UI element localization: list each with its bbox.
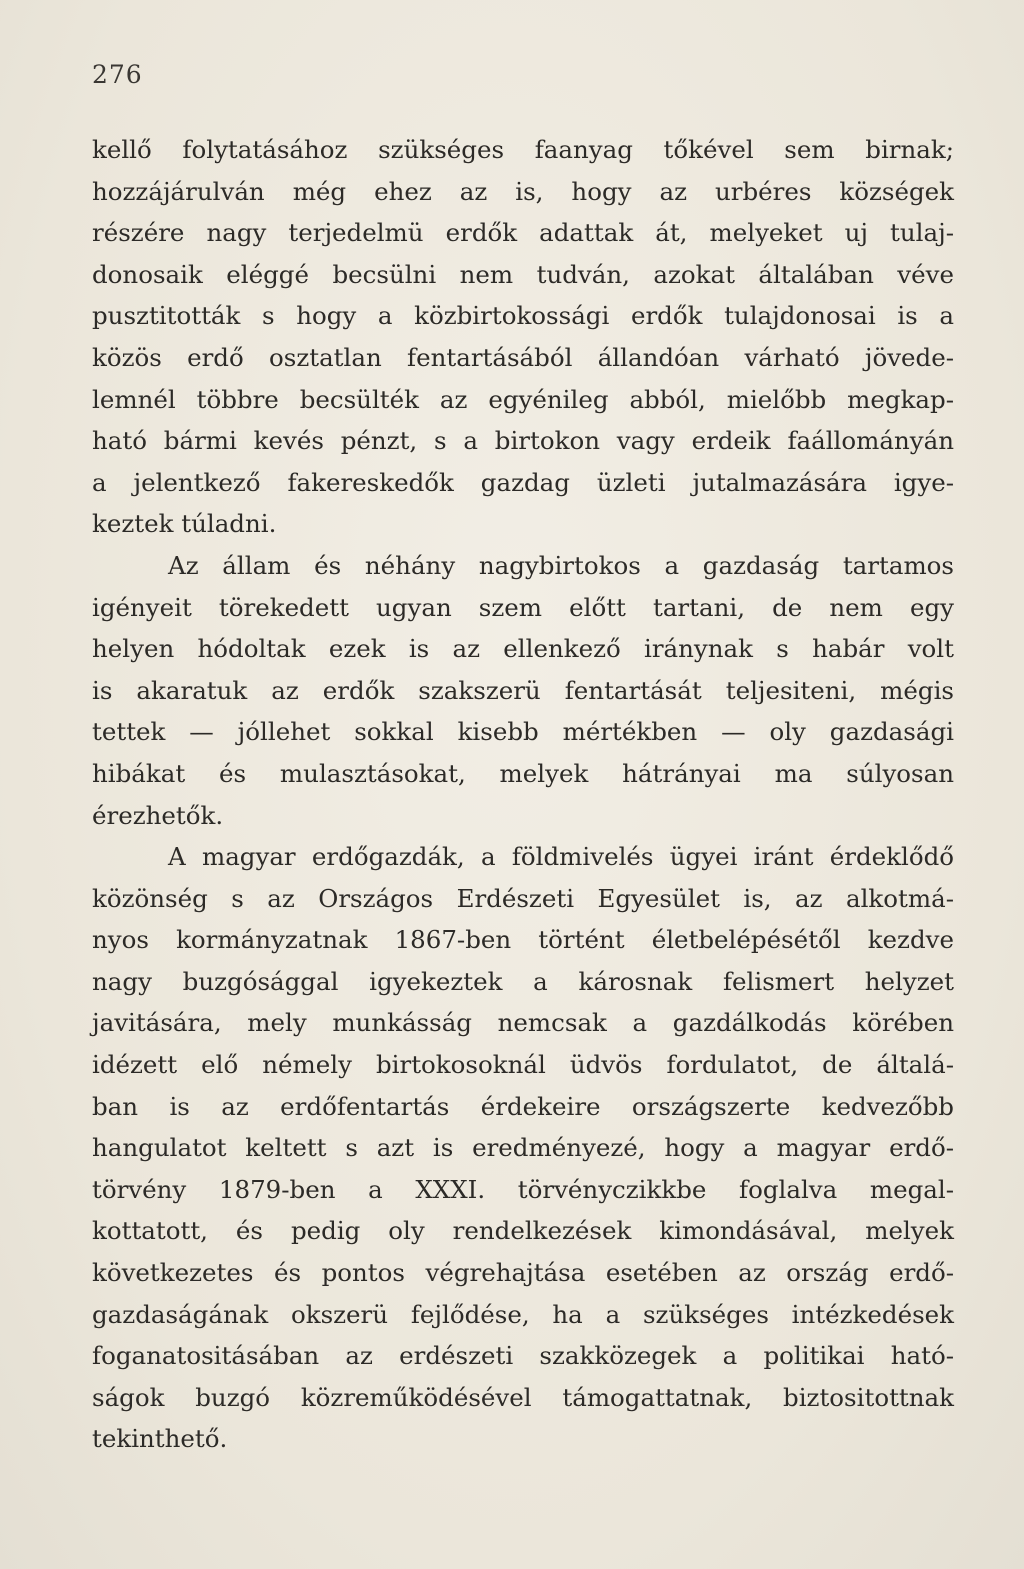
text-line: lemnél többre becsülték az egyénileg abból, mielőbb megkap- [92, 384, 954, 414]
text-line: igényeit törekedett ugyan szem előtt tartani, de nem egy [92, 592, 954, 622]
text-line: donosaik eléggé becsülni nem tudván, azokat általában véve [92, 259, 954, 289]
text-line: hibákat és mulasztásokat, melyek hátrányai ma súlyosan [92, 758, 954, 788]
text-line: nagy buzgósággal igyekeztek a károsnak felismert helyzet [92, 966, 954, 996]
text-line: pusztitották s hogy a közbirtokossági erdők tulajdonosai is a [92, 301, 954, 331]
text-line: közönség s az Országos Erdészeti Egyesület is, az alkotmá- [92, 883, 954, 913]
text-line: következetes és pontos végrehajtása esetében az ország erdő- [92, 1258, 954, 1288]
text-line: is akaratuk az erdők szakszerü fentartását teljesiteni, mégis [92, 675, 954, 705]
text-line: Az állam és néhány nagybirtokos a gazdaság tartamos [168, 550, 954, 580]
text-line: tettek — jóllehet sokkal kisebb mértékben — oly gazdasági [92, 717, 954, 747]
body-text [92, 129, 954, 1460]
text-line: nyos kormányzatnak 1867-ben történt életbelépésétől kezdve [92, 925, 954, 955]
text-line: idézett elő némely birtokosoknál üdvös fordulatot, de általá- [92, 1050, 954, 1080]
text-line: gazdaságának okszerü fejlődése, ha a szükséges intézkedések [92, 1299, 954, 1329]
text-line: helyen hódoltak ezek is az ellenkező iránynak s habár volt [92, 634, 954, 664]
paragraph-3 [92, 836, 954, 1460]
text-line: érezhetők. [92, 800, 224, 830]
text-line: tekinthető. [92, 1424, 228, 1454]
text-line: ható bármi kevés pénzt, s a birtokon vagy erdeik faállományán [92, 426, 954, 456]
text-line: törvény 1879-ben a XXXI. törvényczikkbe foglalva megal- [92, 1174, 954, 1204]
text-line: kottatott, és pedig oly rendelkezések kimondásával, melyek [92, 1216, 954, 1246]
text-line: ban is az erdőfentartás érdekeire országszerte kedvezőbb [92, 1091, 954, 1121]
text-line: kellő folytatásához szükséges faanyag tőkével sem birnak; [92, 135, 954, 164]
text-line: hangulatot keltett s azt is eredményezé, hogy a magyar erdő- [92, 1133, 954, 1163]
text-line: hozzájárulván még ehez az is, hogy az urbéres községek [92, 176, 954, 206]
text-line: javitására, mely munkásság nemcsak a gazdálkodás körében [92, 1008, 954, 1038]
text-line: ságok buzgó közreműködésével támogattatnak, biztositottnak [92, 1382, 954, 1412]
paragraph-1 [92, 129, 954, 545]
text-line: a jelentkező fakereskedők gazdag üzleti jutalmazására igye- [92, 467, 954, 497]
text-line: közös erdő osztatlan fentartásából állandóan várható jövede- [92, 342, 954, 372]
page-number: 276 [92, 60, 143, 89]
paragraph-2 [92, 545, 954, 836]
text-line: A magyar erdőgazdák, a földmivelés ügyei iránt érdeklődő [168, 842, 954, 872]
text-line: részére nagy terjedelmü erdők adattak át, melyeket uj tulaj- [92, 218, 954, 248]
text-line: keztek túladni. [92, 509, 277, 539]
text-line: foganatositásában az erdészeti szakközegek a politikai ható- [92, 1341, 954, 1371]
